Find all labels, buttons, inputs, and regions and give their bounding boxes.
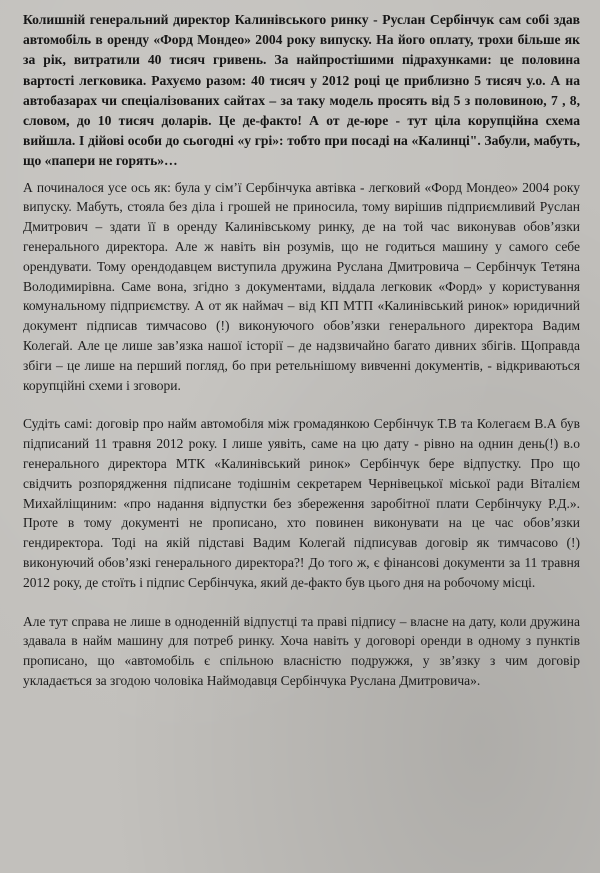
body-paragraph-1: А починалося усе ось як: була у сім’ї Сербінчука автівка - легковий «Форд Мондео» 2004 року випуску. Мабуть, стояла без діла і грошей не приносила, тому вирішив підприємливий Руслан Дмитрович – здати її в оренду Калинівському ринку, де на той час виконував обов’язки генерального директора. Але ж навіть він розумів, що не годиться машину у самого себе орендувати. Тому орендодавцем виступила дружина Руслана Дмитровича – Сербінчук Тетяна Володимирівна. Саме вона, згідно з документами, віддала легковик «Форд» у користування комунальному підприємству. А от як наймач – від КП МТП «Калинівський ринок» юридичний документ підписав тимчасово (!) виконуючого обов’язки генерального директора Вадим Колегай. Але це лише зав’язка нашої історії – де надзвичайно багато дивних збігів. Щоправда збіги – це лише на перший погляд, бо при ретельнішому вивченні документів, - відкриваються корупційні схеми і зговори.	[23, 179, 580, 393]
body-paragraph-3: Але тут справа не лише в одноденній відпустці та праві підпису – власне на дату, коли дружина здавала в найм машину для потреб ринку. Хоча навіть у договорі оренди в одному з пунктів прописано, що «автомобіль є спільною власністю подружжя, у зв’язку з чим договір укладається за згодою чоловіка Наймодавця Сербінчука Руслана Дмитровича».	[23, 613, 580, 688]
lead-paragraph: Колишній генеральний директор Калинівського ринку - Руслан Сербінчук сам собі здав автомобіль в оренду «Форд Мондео» 2004 року випуску. На його оплату, трохи більше як за рік, витратили 40 тисяч гривень. За найпростішими підрахунками: це половина вартості легковика. Рахуємо разом: 40 тисяч у 2012 році це приблизно 5 тисяч у.о. А на автобазарах чи спеціалізованих сайтах – за таку мoдель просять від 5 з половиною, 7 , 8, словом, до 10 тисяч доларів. Це де-факто! А от де-юре - тут ціла корупційна схема вийшла. І дійові особи до сьогодні «у грі»: тобто при посаді на «Калинці". Забули, мабуть, що «папери не горять»…	[23, 12, 580, 169]
body-paragraph-2: Судіть самі: договір про найм автомобіля між громадянкою Сербінчук Т.В та Колегаєм В.А був підписаний 11 травня 2012 року. І лише уявіть, саме на цю дату - рівно на однин день(!) в.о генерального директора МТК «Калинівський ринок» Сербінчук бере відпустку. Про що свідчить розпорядження підписане тодішнім секретарем Чернівецької міської ради Віталієм Михайліщиним: «про надання відпустки без збереження заробітної плати Сербінчуку Р.Д.». Проте в тому документі не прописано, хто повинен виконувати на це час обов’язки гендиректора. Тоді на якій підставі Вадим Колегай підписував договір як тимчасово (!) виконуючий обов’язкі генерального директора?! До того ж, є фінансові документи за 11 травня 2012 року, де стоїть і підпис Сербінчука, який де-факто був цього дня на робочому місці.	[23, 416, 580, 590]
